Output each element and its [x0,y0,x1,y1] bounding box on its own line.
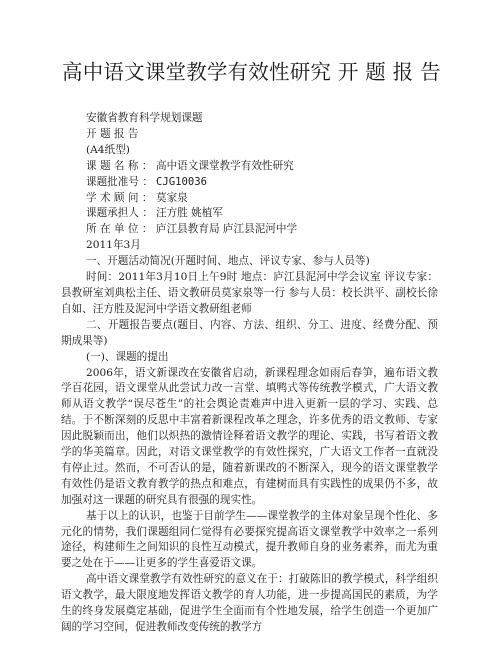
meta-value: 高中语文课堂教学有效性研究 [156,159,294,172]
meta-value: 庐江县教育局 庐江县泥河中学 [156,223,298,236]
meta-label: 课 题 名 称 ： [86,159,153,172]
meta-row-undertaker [86,206,438,222]
section1-paragraph: 时间：2011年3月10日上午9时 地点：庐江县泥河中学会议室 评议专家：县教研室刘典松主任、语文教研员莫家泉等一行 参与人员：校长洪平、副校长徐自如、汪方胜及泥河中学语文教研组老师 [61,271,438,315]
meta-row-name [86,159,438,175]
paragraph-block [61,366,438,636]
body-paragraph-2: 基于以上的认识，也鉴于目前学生——课堂教学的主体对象呈现个性化、多元化的情势，我们课题组同仁觉得有必要探究提高语文课堂教学中效率之一系列途径，构建师生之间知识的良性互动模式，提升教师自身的业务素养，而尤为重要之处在于——让更多的学生喜爱语文课。 [61,509,438,570]
document-title: 高中语文课堂教学有效性研究 开 题 报 告 [62,60,441,84]
meta-row-advisor [86,191,438,207]
meta-label: 所 在 单 位 ： [86,223,153,236]
section2-subheading: (一)、课题的提出 [86,350,169,363]
body-paragraph-3: 高中语文课堂教学有效性研究的意义在于：打破陈旧的教学模式，科学组织语文教学，最大限度地发挥语文教学的育人功能，进一步提高国民的素质，为学生的终身发展奠定基础，促进学生全面而有个性地发展，给学生创造一个更加广阔的学习空间，促进教师改变传统的教学方 [61,573,438,633]
meta-row-approval [86,175,438,191]
report-date: 2011年3月 [86,239,141,252]
section1-heading: 一、开题活动简况(开题时间、地点、评议专家、参与人员等) [86,255,370,268]
body-paragraph-1: 2006年，语文新课改在安徽省启动，新课程理念如雨后春笋，遍布语文教学百花园，语文课堂从此尝试力改一言堂、填鸭式等传统教学模式，广大语文教师从语文教学“误尽苍生”的社会舆论责难声中进入更新一层的学习、实践、总结。于不断深刻的反思中丰富着新课程改革之理念，许多优秀的语文教师、专家因此脱颖而出，他们以炽热的激情诠释着语文教学的理论、实践，书写着语文教学的华美篇章。因此，对语文课堂教学的有效性探究，广大语文工作者一直就没有停止过。然而，不可否认的是，随着新课改的不断深入，现今的语文课堂教学有效性仍是语文教育教学的热点和难点，有建树而具有实践性的成果仍不多，故加强对这一课题的研究具有很强的现实性。 [61,366,438,506]
meta-value: 莫家泉 [156,191,188,204]
section2-heading-block [61,318,438,350]
meta-label: 课题批准号 ： [86,175,153,188]
meta-label: 学 术 顾 问 ： [86,191,153,204]
section2-heading: 二、开题报告要点(题目、内容、方法、组织、分工、进度、经费分配、预期成果等) [61,318,438,347]
section1-text [61,270,438,318]
meta-value: 汪方胜 姚植军 [156,207,223,220]
meta-row-unit [86,222,438,238]
header-line-project: 安徽省教育科学规划课题 [86,112,203,124]
meta-value: CJG10036 [156,175,208,188]
document-body [61,111,438,636]
header-line-paper: (A4纸型) [86,143,130,156]
meta-label: 课题承担人 ： [86,207,153,220]
header-line-report: 开 题 报 告 [86,127,139,140]
